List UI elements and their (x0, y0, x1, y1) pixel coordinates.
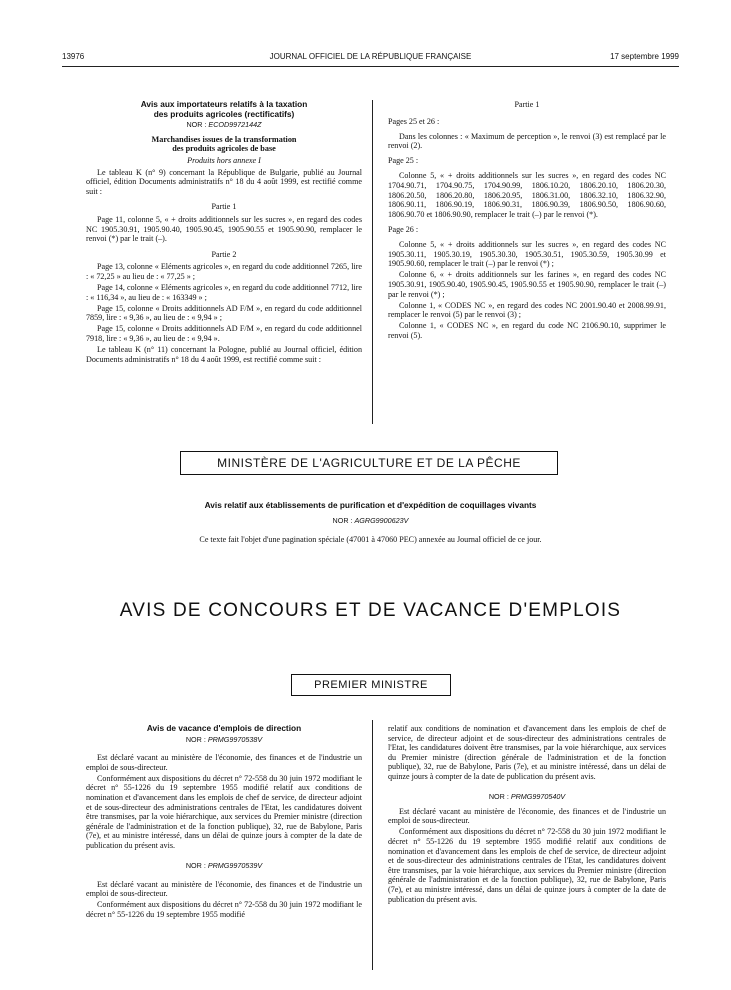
paragraph: Colonne 5, « + droits additionnels sur les sucres », en regard des codes NC 1905.30.11, 1905.30.19, 1905.30.30, 1905.30.51, 1905.30.59, 1905.30.99 et 1905.90.60, remplacer le trait (–) par le renvoi (*) ; (388, 240, 666, 269)
avis-title-line1: Avis aux importateurs relatifs à la taxation (140, 99, 308, 109)
avis-title-line2: des produits agricoles (rectificatifs) (153, 108, 295, 119)
column-divider (372, 100, 373, 424)
paragraph: Colonne 1, « CODES NC », en regard des codes NC 2001.90.40 et 2008.99.91, remplacer le renvoi (5) par le renvoi (3) ; (388, 300, 666, 320)
nor-line: NOR : PRMG9970540V (488, 792, 566, 802)
vacance-title: Avis de vacance d'emplois de direction (146, 723, 302, 733)
subtitle-line1: Marchandises issues de la transformation (151, 134, 297, 144)
paragraph: Page 26 : (388, 224, 419, 234)
left-column (86, 100, 362, 366)
ministere-box: MINISTÈRE DE L'AGRICULTURE ET DE LA PÊCHE (180, 451, 558, 475)
paragraph: Pages 25 et 26 : (388, 116, 440, 126)
nor-code: ECOD9972144Z (208, 120, 262, 130)
page-header (62, 52, 679, 66)
paragraph: Est déclaré vacant au ministère de l'économie, des finances et de l'industrie un emploi de sous-directeur. (86, 879, 362, 899)
nor-line: NOR : PRMG9970538V (185, 734, 263, 744)
paragraph: Le tableau K (n° 11) concernant la Pologne, publié au Journal officiel, édition Documents administratifs n° 18 du 4 août 1999, est rectifié comme suit : (86, 345, 362, 364)
journal-title: JOURNAL OFFICIEL DE LA RÉPUBLIQUE FRANÇAISE (269, 52, 472, 61)
right-column (388, 100, 666, 342)
nor-line: NOR : AGRG9900623V (332, 516, 409, 525)
nor-line: NOR : ECOD9972144Z (186, 120, 262, 130)
header-rule (62, 66, 679, 67)
paragraph: Page 25 : (388, 156, 419, 166)
paragraph: Page 11, colonne 5, « + droits additionnels sur les sucres », en regard des codes NC 1905.30.91, 1905.90.40, 1905.90.45, 1905.90.55 et 1905.90.90, remplacer le renvoi (*) par le trait (–). (86, 214, 362, 244)
avis-coquillages-title: Avis relatif aux établissements de purification et d'expédition de coquillages vivants (204, 500, 537, 510)
paragraph: Conformément aux dispositions du décret n° 72-558 du 30 juin 1972 modifiant le décret n° 55-1226 du 19 septembre 1955 modifié relatif aux conditions de nomination et d'avancement dans les emplois de chef de service, de directeur adjoint et de sous-directeur des administrations centrales de l'Etat, les candidatures doivent être transmises, par la voie hiérarchique, aux services du Premier ministre (direction générale de l'administration et de la fonction publique), 32, rue de Babylone, Paris (7e), et au ministre intéressé, dans un délai de quinze jours à compter de la date de publication du présent avis. (86, 773, 362, 851)
part-heading: Partie 2 (211, 249, 237, 259)
issue-date: 17 septembre 1999 (610, 52, 679, 61)
column-divider (372, 720, 373, 970)
paragraph: Colonne 6, « + droits additionnels sur les farines », en regard des codes NC 1905.30.91, 1905.90.40, 1905.90.45, 1905.90.55 et 1905.90.90, remplacer le trait (–) par le renvoi (*) ; (388, 270, 666, 299)
paragraph: Est déclaré vacant au ministère de l'économie, des finances et de l'industrie un emploi de sous-directeur. (388, 806, 666, 826)
paragraph: Page 15, colonne « Droits additionnels AD F/M », en regard du code additionnel 7859, lire : « 9,36 », au lieu de : « 9,94 » ; (86, 303, 362, 323)
part-heading: Partie 1 (514, 100, 540, 109)
nor-code: PRMG9970539V (207, 861, 263, 871)
paragraph: Page 15, colonne « Droits additionnels AD F/M », en regard du code additionnel 7918, lire : « 9,36 », au lieu de : « 9,94 ». (86, 324, 362, 343)
concours-heading: AVIS DE CONCOURS ET DE VACANCE D'EMPLOIS (119, 600, 622, 621)
paragraph: Conformément aux dispositions du décret n° 72-558 du 30 juin 1972 modifiant le décret n° 55-1226 du 19 septembre 1955 modifié (86, 900, 362, 919)
premier-ministre-box: PREMIER MINISTRE (291, 674, 451, 696)
subtitle-italic: Produits hors annexe I (187, 155, 261, 165)
page-number: 13976 (62, 52, 85, 61)
vacance-left-column (86, 724, 362, 921)
subtitle-line2: des produits agricoles de base (172, 144, 276, 154)
nor-code: PRMG9970540V (510, 792, 566, 802)
paragraph: Le tableau K (n° 9) concernant la République de Bulgarie, publié au Journal officiel, édition Documents administratifs n° 18 du 4 août 1999, est rectifié comme suit : (86, 167, 362, 196)
pagination-text: Ce texte fait l'objet d'une pagination spéciale (47001 à 47060 PEC) annexée au Journal officiel de ce jour. (199, 535, 542, 544)
paragraph: Est déclaré vacant au ministère de l'économie, des finances et de l'industrie un emploi de sous-directeur. (86, 753, 362, 772)
nor-code: PRMG9970538V (207, 734, 263, 744)
paragraph: Conformément aux dispositions du décret n° 72-558 du 30 juin 1972 modifiant le décret n° 55-1226 du 19 septembre 1955 modifié relatif aux conditions de nomination et d'avancement dans les emplois de chef de service, de directeur adjoint et de sous-directeur des administrations centrales de l'Etat, les candidatures doivent être transmises, par la voie hiérarchique, aux services du Premier ministre (direction générale de l'administration et de la fonction publique), 32, rue de Babylone, Paris (7e), et au ministre intéressé, dans un délai de quinze jours à compter de la date de publication du présent avis. (388, 827, 666, 904)
nor-code: AGRG9900623V (354, 516, 409, 525)
paragraph: Page 14, colonne « Eléments agricoles », en regard du code additionnel 7712, lire : « 116,34 », au lieu de : « 163349 » ; (86, 283, 362, 302)
vacance-right-column (388, 724, 666, 906)
paragraph: Dans les colonnes : « Maximum de perception », le renvoi (3) est remplacé par le renvoi (2). (388, 131, 666, 151)
nor-line: NOR : PRMG9970539V (185, 861, 263, 871)
paragraph: Colonne 5, « + droits additionnels sur les sucres », en regard des codes NC 1704.90.71, 1704.90.75, 1704.90.99, 1806.10.20, 1806.20.10, 1806.20.30, 1806.20.50, 1806.20.80, 1806.20.95, 1806.31.00, 1806.32.10, 1806.32.90, 1806.90.11, 1806.90.19, 1806.90.31, 1806.90.39, 1806.90.50, 1806.90.60, 1806.90.70 et 1806.90.90, remplacer le trait (–) par le renvoi (*). (388, 171, 666, 219)
paragraph: Colonne 1, « CODES NC », en regard du code NC 2106.90.10, supprimer le renvoi (5). (388, 321, 666, 340)
part-heading: Partie 1 (211, 202, 237, 212)
paragraph: relatif aux conditions de nomination et d'avancement dans les emplois de chef de service, de directeur adjoint et de sous-directeur des administrations centrales de l'Etat, les candidatures doivent être transmises, par la voie hiérarchique, aux services du Premier ministre (direction générale de l'administration et de la fonction publique), 32, rue de Babylone, Paris (7e), et au ministre intéressé, dans un délai de quinze jours à compter de la date de publication du présent avis. (388, 724, 666, 781)
paragraph: Page 13, colonne « Eléments agricoles », en regard du code additionnel 7265, lire : « 72,25 » au lieu de : « 77,25 » ; (86, 262, 362, 281)
